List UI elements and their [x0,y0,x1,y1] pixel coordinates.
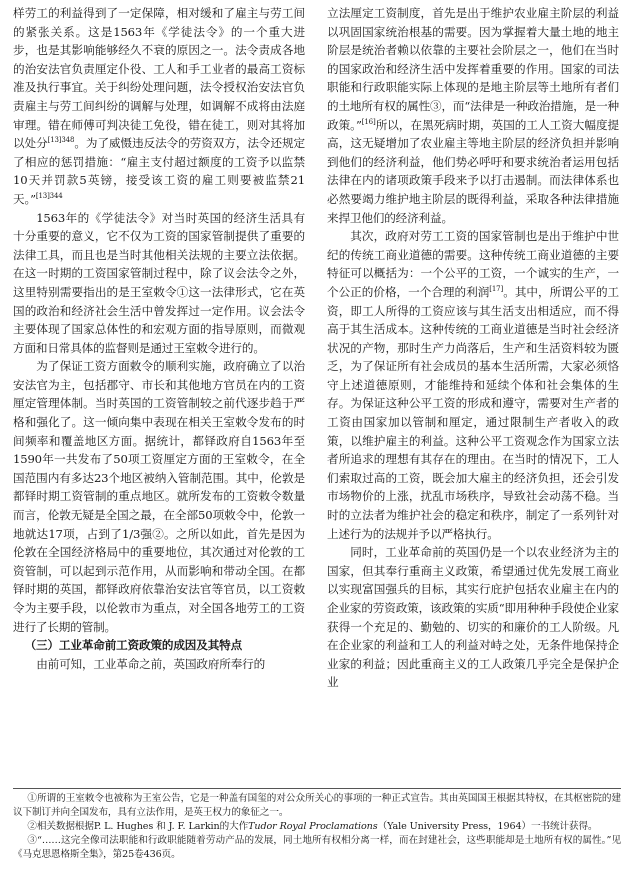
paragraph-text: 所以，在黑死病时期，英国的工人工资大幅度提高，这无疑增加了农业雇主等地主阶层的经济负担并影响到他们的经济利益，他们势必呼吁和要求统治者运用包括法律在内的诸项政策手段来予以打击遏制。而法律体系也必然要竭力维护地主阶层的既得利益，采取各种法律措施来捍卫他们的经济利益。 [327,117,619,225]
paragraph-text: 其次，政府对劳工工资的国家管制也是出于维护中世纪的传统工商业道德的需要。这种传统工商业道德的主要特征可以概括为：一个公平的工资，一个诚实的生产，一个公正的价格，一个合理的利润 [327,229,619,299]
paragraph [327,227,619,543]
paragraph-continued [13,4,305,209]
paragraph-continued [327,4,619,227]
paragraph-text: 样劳工的利益得到了一定保障，相对缓和了雇主与劳工间的紧张关系。这是1563年《学徒法令》的一个重大进步，也是其影响能够经久不衰的原因之一。法令责成各地的治安法官负责厘定仆役、工人和手工业者的最高工资标准及执行事宜。关于纠纷处理问题，法令授权治安法官负责雇主与劳工间纠纷的调解与处理，如调解不成将由法庭审理。错在师傅可判决徒工免役，错在徒工，则对其将加以处分 [13,6,305,151]
paragraph-text: 立法厘定工资制度，首先是出于维护农业雇主阶层的利益以巩固国家统治根基的需要。因为掌握着大量土地的地主阶层是统治者赖以依靠的主要社会阶层之一，他们在当时的国家政治和经济生活中发挥着重要的作用。国家的司法职能和行政职能实际上体现的是地主阶层等土地所有者们的土地所有权的属性③，而“法律是一种政治措施，是一种政策。” [327,6,619,132]
footnote: ③“……这完全像司法职能和行政职能随着劳动产品的发展，同土地所有权相分离一样，而在封建社会，这些职能却是土地所有权的属性。”见《马克思恩格斯全集》，第25卷436页。 [13,835,621,860]
paragraph: 为了保证工资方面敕令的顺利实施，政府确立了以治安法官为主，包括郡守、市长和其他地方官员在内的工资厘定管理体制。当时英国的工资管制较之前代逐步趋于严格和强化了。这一倾向集中表现在相关王室敕令发布的时间频率和覆盖地区方面。据统计，都铎政府自1563年至1590年一共发布了50项工资厘定方面的王室敕令，在全国范围内有多达23个地区被纳入管制范围。其中，伦敦是都铎时期工资管制的重点地区。就所发布的工资敕令数量而言，伦敦无疑是全国之最，在全部50项敕令中，伦敦一地就达17项，占到了1/3强②。之所以如此，首先是因为伦敦在全国经济格局中的重要地位，其次通过对伦敦的工资管制，可以起到示范作用，从而影响和带动全国。在都铎时期的英国，都铎政府依靠治安法官等官员，以工资敕令为主要手段，以伦敦市为重点，对全国各地劳工的工资进行了长期的管制。 [13,359,305,634]
footnotes [13,792,621,862]
right-column [327,4,619,692]
citation-ref: [17] [489,285,504,294]
citation-ref: [16] [361,117,376,126]
citation-ref: [13]344 [35,192,63,201]
citation-ref: [13]348 [47,136,75,145]
paragraph: 由前可知，工业革命之前，英国政府所奉行的 [36,656,266,671]
footnote [13,820,621,834]
paragraph-text: 。其中，所谓公平的工资，即工人所得的工资应该与其生活支出相适应，而不得高于其生活成本。这种传统的工商业道德是当时社会经济状况的产物，那时生产力尚落后，生产和生活资料较为匮乏，为了保证所有社会成员的基本生活所需，大家必须恪守上述道德原则，才能维持和延续个体和社会集体的生存。为保证这种公平工资的形成和遵守，需要对生产者的工资由国家加以管制和厘定，通过限制生产者收入的政策，以维护雇主的利益。这种公平工资观念作为国家立法者所追求的理想有其存在的理由。在当时的情况下，工人们索取过高的工资，既会加大雇主的经济负担，还会引发市场物价的上涨，扰乱市场秩序，导致社会动荡不稳。当时的立法者为维护社会的稳定和秩序，制定了一系列针对上述行为的法规并予以严格执行。 [327,284,619,541]
book-title: Tudor Royal Proclamations [248,821,378,832]
paragraph: 1563年的《学徒法令》对当时英国的经济生活具有十分重要的意义，它不仅为工资的国家管制提供了重要的法律工具，而且也是当时其他相关法规的主要立法依据。在这一时期的工资国家管制过程中，除了议会法令之外，这里特别需要指出的是王室敕令①这一法律形式，它在英国的政治和经济社会生活中曾发挥过一定作用。议会法令主要体现了国家总体性的和宏观方面的指导原则，而微观方面和日常具体的监督则是通过王室敕令进行的。 [13,210,305,355]
footnote-text: （Yale University Press，1964）一书统计获得。 [377,821,598,832]
footnote-divider [13,788,621,789]
section-heading: （三）工业革命前工资政策的成因及其特点 [24,638,243,653]
footnote-text: ②相关数据根据P. L. Hughes 和 J. F. Larkin的大作 [27,821,249,832]
paragraph: 同时，工业革命前的英国仍是一个以农业经济为主的国家，但其奉行重商主义政策，希望通过优先发展工商业以实现富国强兵的目标，其实行庇护包括农业雇主在内的企业家的劳资政策，该政策的实质“即用种种手段使企业家获得一个充足的、勤勉的、切实的和廉价的工人阶级。凡在企业家的利益和工人的利益对峙之处，无条件地保持企业家的利益；因此重商主义的工人政策几乎完全是保护企业 [327,545,619,690]
paragraph-text: 。为了威慑违反法令的劳资双方，法令还规定了相应的惩罚措施：“雇主支付超过额度的工资予以监禁10天并罚款5英镑，接受该工资的雇工则要被监禁21天。” [13,136,305,206]
left-column [13,4,305,673]
footnote: ①所谓的王室敕令也被称为王室公告，它是一种盖有国玺的对公众所关心的事项的一种正式宣告。其由英国国王根据其特权，在其枢密院的建议下制订并向全国发布，具有立法作用，是英王权力的象征之一。 [13,793,621,818]
